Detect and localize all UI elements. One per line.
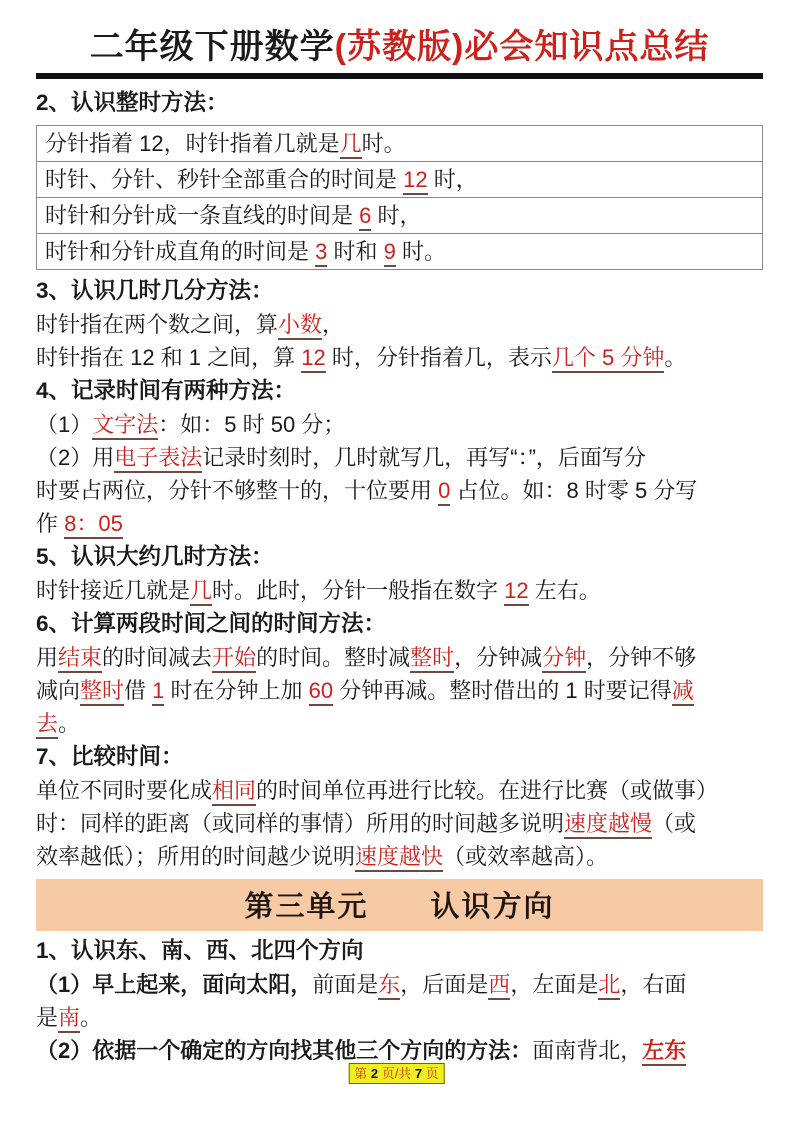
text-run: （2）依据一个确定的方向找其他三个方向的方法： [36,1038,533,1063]
key-term: 12 [301,345,325,373]
text-run: 单位不同时要化成 [36,778,213,803]
table-cell [37,234,763,270]
table-cell [37,198,763,234]
text-run: 时针和分针成直角的时间是 [45,238,316,264]
text-run: 7 [414,1066,423,1081]
table-row [37,162,763,198]
text-line [36,574,763,607]
key-term: 相同 [212,778,256,806]
page-title-red: (苏教版)必会知识点总结 [334,28,710,66]
text-run: ：如：5 时 50 分； [158,412,346,437]
key-term: 去 [36,711,58,739]
key-term: 6 [359,203,371,231]
text-run: 用 [36,645,59,670]
text-run: 3、认识几时几分方法： [36,278,274,303]
text-run: 分钟再减。整时借出的 1 时要记得 [333,678,672,703]
text-line [36,408,763,441]
table-row [37,234,763,270]
text-run: 7、比较时间： [36,744,184,769]
text-run: 的时间减去 [102,645,213,670]
text-line [36,308,763,341]
text-run: 借 [124,678,153,703]
key-term: 1 [152,678,164,706]
clock-facts-table [36,125,763,270]
text-line [36,707,763,740]
text-run: 前面是 [312,972,379,997]
text-run: 1、认识东、南、西、北四个方向 [36,938,364,963]
text-run: 时，分针指着几，表示 [325,345,552,370]
text-run: 时和 [327,238,384,264]
key-term: 3 [315,239,327,267]
key-term: 整时 [410,645,454,673]
text-run: 时针指在 12 和 1 之间，算 [36,345,302,370]
text-line [36,968,763,1001]
text-run: ，左面是 [510,972,599,997]
text-run: （或 [652,811,697,836]
unit-3-banner [36,879,763,931]
key-term: 左东 [642,1038,686,1066]
page-number-footer [348,1063,445,1084]
text-run: 时针接近几就是 [36,578,191,603]
text-run: 作 [36,511,65,536]
text-line [36,674,763,707]
key-term: 文字法 [92,412,158,440]
text-run: 的时间单位再进行比较。在进行比赛（或做事） [256,778,719,803]
text-run: 时针和分针成一条直线的时间是 [45,202,360,228]
document-body [36,86,763,1067]
text-run: 第 [354,1066,371,1081]
text-run: 。 [80,1005,103,1030]
section-4-heading [36,374,763,408]
key-term: 速度越慢 [564,811,652,839]
key-term: 12 [504,578,528,606]
key-term: 分钟 [542,645,586,673]
title-double-rule [36,73,763,79]
text-run: 时针指在两个数之间，算 [36,312,279,337]
text-run: 时， [371,202,422,228]
text-run: （或效率越高）。 [443,844,609,869]
text-run: 时：同样的距离（或同样的事情）所用的时间越多说明 [36,811,565,836]
text-line [36,641,763,674]
key-term: 南 [58,1005,80,1033]
text-run: 页/共 [378,1066,415,1081]
key-term: 9 [384,239,396,267]
text-run: 占位。如：8 时零 5 分写 [450,478,698,503]
text-run: ，后面是 [400,972,489,997]
key-term: 电子表法 [114,445,202,473]
key-term: 12 [403,167,427,195]
key-term: 几 [340,131,362,159]
text-run: 时， [427,166,478,192]
key-term: 几 [190,578,212,606]
text-run: 第三单元 认识方向 [244,891,555,923]
text-run: ，分钟减 [454,645,543,670]
table-cell [37,126,763,162]
text-run: 减向 [36,678,81,703]
text-run: 。 [664,345,687,370]
key-term: 60 [309,678,333,706]
page-title-black: 二年级下册数学 [89,28,335,66]
text-run: 时要占两位，分针不够整十的，十位要用 [36,478,439,503]
key-term: 0 [438,478,450,506]
text-run: 效率越低）；所用的时间越少说明 [36,844,356,869]
text-run: （2）用 [36,445,115,470]
text-line [36,474,763,507]
text-run: 的时间。整时减 [256,645,411,670]
text-run: （1）早上起来，面向太阳， [36,972,313,997]
text-line [36,1001,763,1034]
text-run: 6、计算两段时间之间的时间方法： [36,611,387,636]
text-line [36,807,763,840]
key-term: 北 [598,972,620,1000]
text-line [36,840,763,873]
section-7-heading [36,740,763,774]
text-run: 是 [36,1005,59,1030]
section-2-heading [36,86,763,120]
text-run: 2、认识整时方法： [36,90,229,115]
key-term: 整时 [80,678,124,706]
key-term: 西 [488,972,510,1000]
text-run: 。 [58,711,81,736]
text-line [36,341,763,374]
text-run: ，分钟不够 [586,645,697,670]
section-5-heading [36,540,763,574]
table-cell [37,162,763,198]
key-term: 速度越快 [355,844,443,872]
text-run: ， [322,312,345,337]
text-run: 左右。 [528,578,601,603]
text-run: 分针指着 12，时针指着几就是 [45,130,340,156]
page-title [36,24,763,70]
key-term: 小数 [278,312,322,340]
section-6-heading [36,607,763,641]
key-term: 8：05 [64,511,123,539]
key-term: 结束 [58,645,102,673]
section-3-heading [36,274,763,308]
text-run: 时在分钟上加 [164,678,309,703]
text-run: 页 [422,1066,439,1081]
text-run: 4、记录时间有两种方法： [36,378,297,403]
key-term: 减 [672,678,694,706]
text-run: 2 [370,1066,379,1081]
text-run: 时针、分针、秒针全部重合的时间是 [45,166,404,192]
text-line [36,507,763,540]
unit3-section-1-heading [36,934,763,968]
text-run: ，右面 [620,972,687,997]
text-run: （1） [36,412,93,437]
table-row [37,126,763,162]
key-term: 东 [378,972,400,1000]
table-row [37,198,763,234]
text-line [36,441,763,474]
text-run: 时。 [395,238,446,264]
text-run: 时。此时，分针一般指在数字 [212,578,505,603]
text-line [36,774,763,807]
text-run: 时。 [361,130,406,156]
text-run: 面南背北， [532,1038,643,1063]
text-run: 5、认识大约几时方法： [36,544,274,569]
key-term: 几个 5 分钟 [552,345,664,373]
key-term: 开始 [212,645,256,673]
text-run: 记录时刻时，几时就写几，再写“：”，后面写分 [202,445,646,470]
